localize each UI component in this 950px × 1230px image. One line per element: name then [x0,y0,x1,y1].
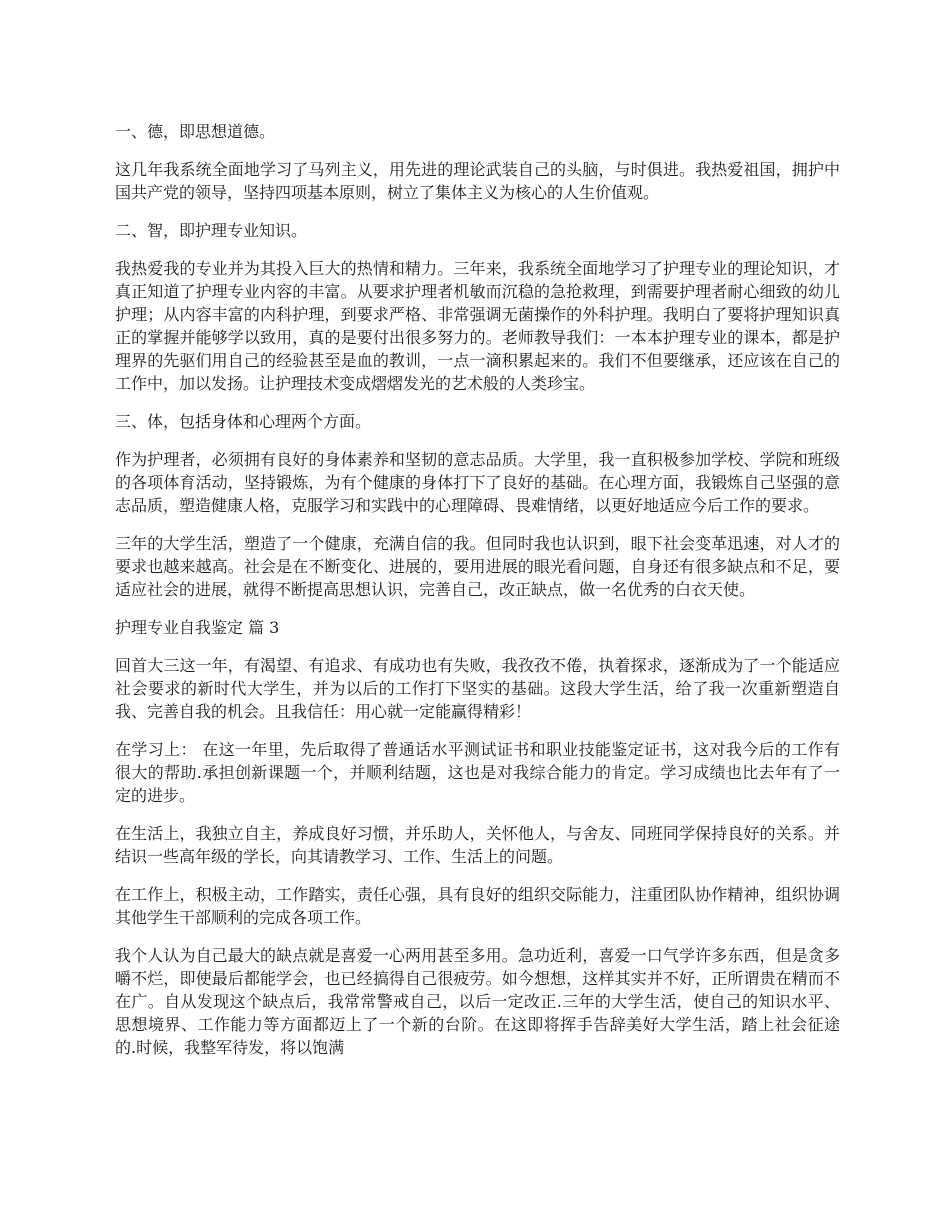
article-title: 护理专业自我鉴定 篇 3 [115,618,280,637]
paragraph-study: 在学习上： 在这一年里，先后取得了普通话水平测试证书和职业技能鉴定证书，这对我今后的工作有很大的帮助.承担创新课题一个，并顺利结题，这也是对我综合能力的肯定。学习成绩也比去年有了一定的进步。 [115,740,840,805]
paragraph-summary: 三年的大学生活，塑造了一个健康，充满自信的我。但同时我也认识到，眼下社会变革迅速，对人才的要求也越来越高。社会是在不断变化、进展的，要用进展的眼光看问题，自身还有很多缺点和不足，要适应社会的进展，就得不断提高思想认识，完善自己，改正缺点，做一名优秀的白衣天使。 [115,534,840,599]
paragraph-work: 在工作上，积极主动，工作踏实，责任心强，具有良好的组织交际能力，注重团队协作精神，组织协调其他学生干部顺利的完成各项工作。 [115,885,840,927]
paragraph-life: 在生活上，我独立自主，养成良好习惯，并乐助人，关怀他人，与舍友、同班同学保持良好的关系。并结识一些高年级的学长，向其请教学习、工作、生活上的问题。 [115,824,840,866]
paragraph-shortcomings: 我个人认为自己最大的缺点就是喜爱一心两用甚至多用。急功近利，喜爱一口气学许多东西，但是贪多嚼不烂，即使最后都能学会，也已经搞得自己很疲劳。如今想想，这样其实并不好，正所谓贵在精而不在广。自从发现这个缺点后，我常常警戒自己，以后一定改正.三年的大学生活，使自己的知识水平、思想境界、工作能力等方面都迈上了一个新的台阶。在这即将挥手告辞美好大学生活，踏上社会征途的.时候，我整军待发，将以饱满 [115,946,840,1057]
section-heading-knowledge: 二、智，即护理专业知识。 [115,221,308,240]
document-body [115,120,840,1074]
paragraph-physical: 作为护理者，必须拥有良好的身体素养和坚韧的意志品质。大学里，我一直积极参加学校、学院和班级的各项体育活动，坚持锻炼，为有个健康的身体打下了良好的基础。在心理方面，我锻炼自己坚强的意志品质，塑造健康人格，克服学习和实践中的心理障碍、畏难情绪，以更好地适应今后工作的要求。 [115,450,840,515]
section-heading-morality: 一、德，即思想道德。 [115,122,276,141]
paragraph-intro: 回首大三这一年，有渴望、有追求、有成功也有失败，我孜孜不倦，执着探求，逐渐成为了一个能适应社会要求的新时代大学生，并为以后的工作打下坚实的基础。这段大学生活，给了我一次重新塑造自我、完善自我的机会。且我信任：用心就一定能赢得精彩！ [115,656,840,721]
paragraph-morality: 这几年我系统全面地学习了马列主义，用先进的理论武装自己的头脑，与时俱进。我热爱祖国，拥护中国共产党的领导，坚持四项基本原则，树立了集体主义为核心的人生价值观。 [115,160,840,202]
section-heading-physical: 三、体，包括身体和心理两个方面。 [115,412,372,431]
paragraph-knowledge: 我热爱我的专业并为其投入巨大的热情和精力。三年来，我系统全面地学习了护理专业的理论知识，才真正知道了护理专业内容的丰富。从要求护理者机敏而沉稳的急抢救理，到需要护理者耐心细致的幼儿护理；从内容丰富的内科护理，到要求严格、非常强调无菌操作的外科护理。我明白了要将护理知识真正的掌握并能够学以致用，真的是要付出很多努力的。老师教导我们：一本本护理专业的课本，都是护理界的先驱们用自己的经验甚至是血的教训，一点一滴积累起来的。我们不但要继承，还应该在自己的工作中，加以发扬。让护理技术变成熠熠发光的艺术般的人类珍宝。 [115,259,840,393]
